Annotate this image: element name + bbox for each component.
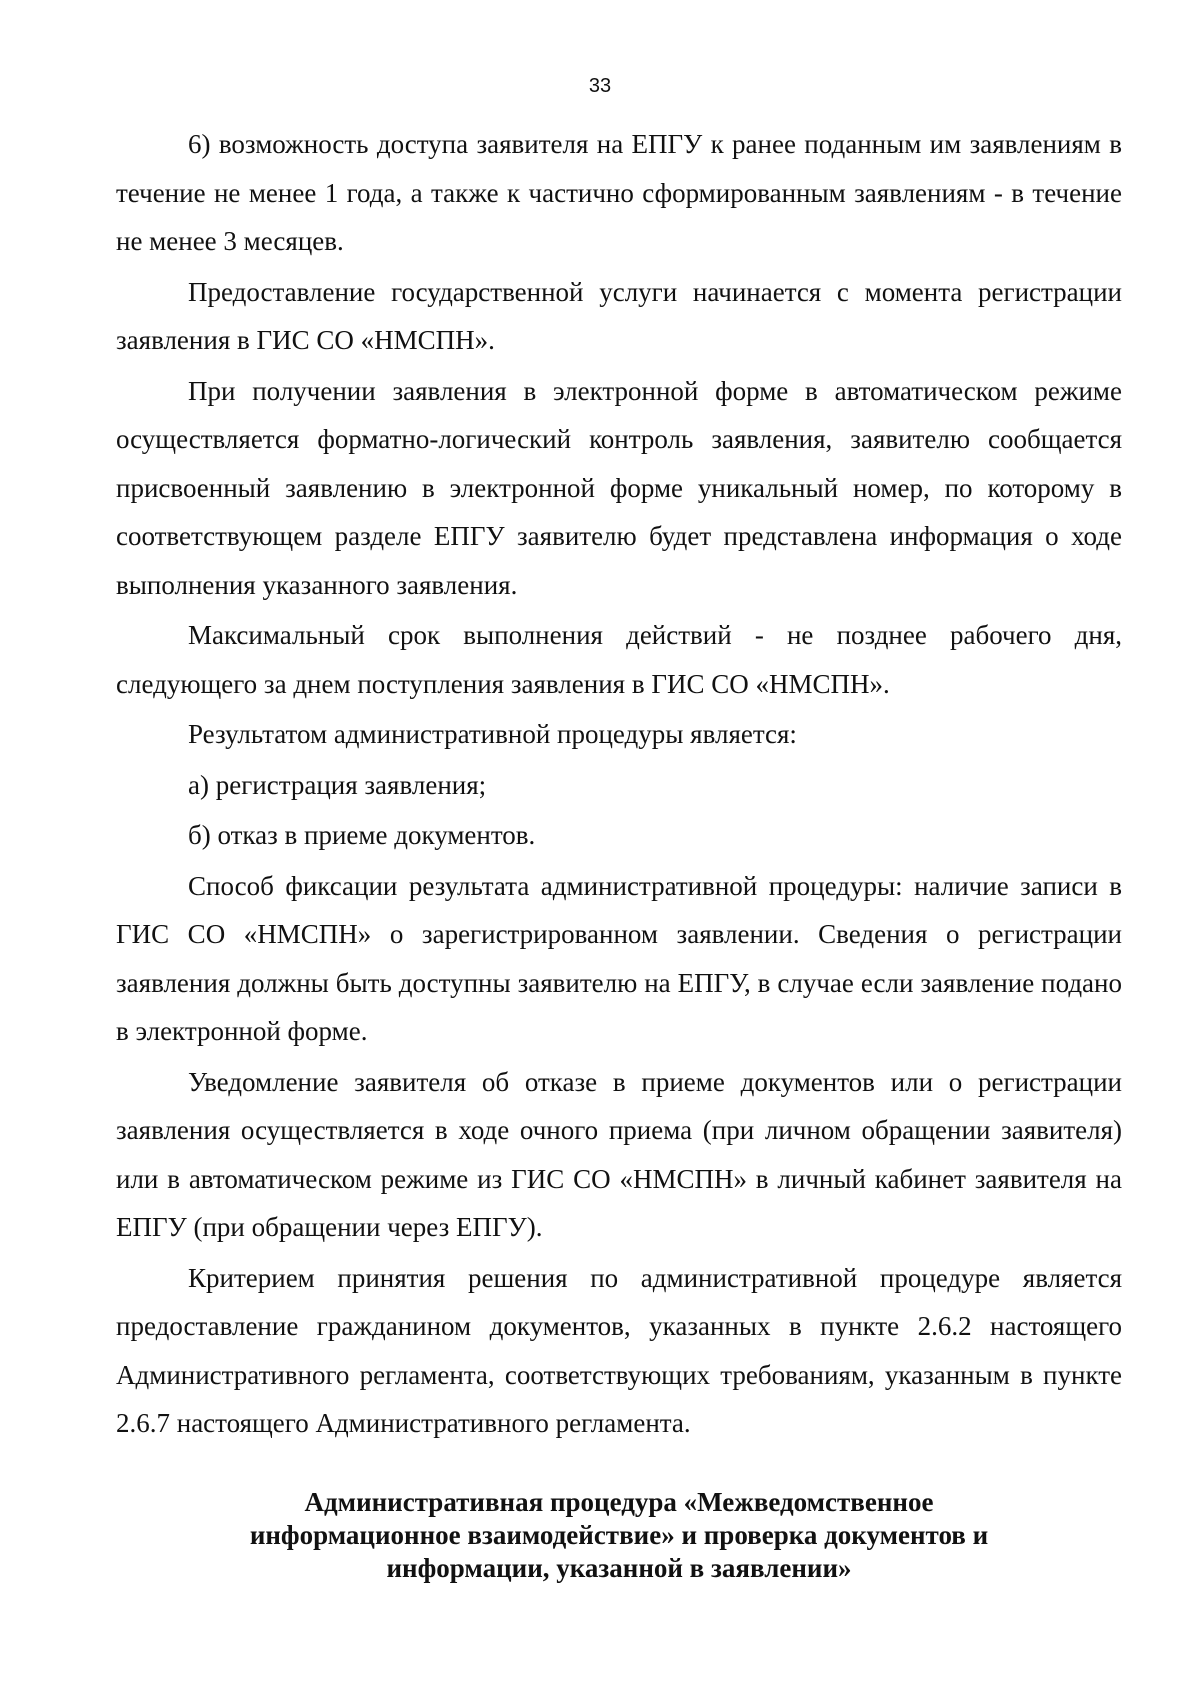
list-item-refusal: б) отказ в приеме документов. xyxy=(188,820,536,850)
paragraph-notification: Уведомление заявителя об отказе в приеме документов или о регистрации заявления осуществляется в ходе очного приема (при личном обращении заявителя) или в автоматическом режиме из ГИС СО «НМСПН» в личный кабинет заявителя на ЕПГУ (при обращении через ЕПГУ). xyxy=(116,1066,1122,1242)
list-item-registration: а) регистрация заявления; xyxy=(188,769,487,800)
paragraph-decision-criterion: Критерием принятия решения по административной процедуре является предоставление гражданином документов, указанных в пункте 2.6.2 настоящего Административного регламента, соответствующих требованиям, указанным в пункте 2.6.7 настоящего Административного регламента. xyxy=(116,1262,1122,1438)
paragraph-access-to-applications: 6) возможность доступа заявителя на ЕПГУ к ранее поданным им заявлениям в течение не менее 1 года, а также к частично сформированным заявлениям - в течение не менее 3 месяцев. xyxy=(116,129,1122,256)
body-text xyxy=(116,120,1122,1450)
paragraph-result-fixation: Способ фиксации результата административной процедуры: наличие записи в ГИС СО «НМСПН» о зарегистрированном заявлении. Сведения о регистрации заявления должны быть доступны заявителю на ЕПГУ, в случае если заявление подано в электронной форме. xyxy=(116,870,1122,1046)
section-heading-line-1: Административная процедура «Межведомственное xyxy=(304,1487,934,1517)
paragraph-service-start: Предоставление государственной услуги начинается с момента регистрации заявления в ГИС СО «НМСПН». xyxy=(116,276,1122,355)
page-number: 33 xyxy=(588,75,612,97)
paragraph-result-intro: Результатом административной процедуры является: xyxy=(188,719,797,749)
section-heading-line-2: информационное взаимодействие» и проверка документов и xyxy=(249,1520,989,1550)
paragraph-electronic-form-control: При получении заявления в электронной форме в автоматическом режиме осуществляется форматно-логический контроль заявления, заявителю сообщается присвоенный заявлению в электронной форме уникальный номер, по которому в соответствующем разделе ЕПГУ заявителю будет представлена информация о ходе выполнения указанного заявления. xyxy=(116,375,1122,600)
paragraph-maximum-term: Максимальный срок выполнения действий - не позднее рабочего дня, следующего за днем поступления заявления в ГИС СО «НМСПН». xyxy=(116,620,1122,699)
section-heading-line-3: информации, указанной в заявлении» xyxy=(386,1553,852,1583)
section-heading xyxy=(116,1486,1122,1585)
